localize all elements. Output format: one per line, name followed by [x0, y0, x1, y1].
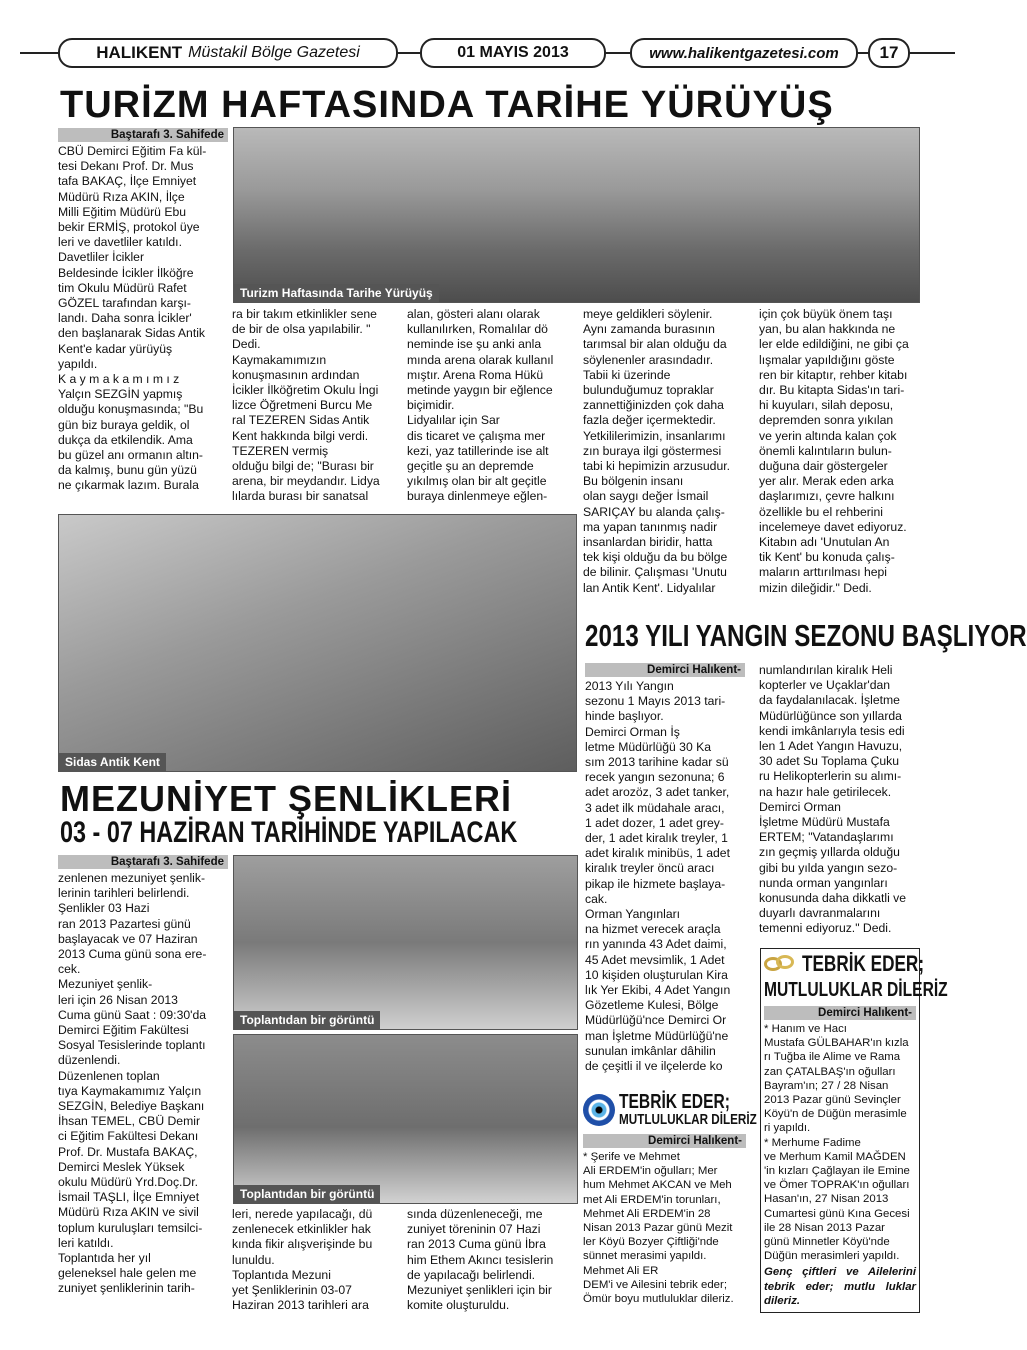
continued-tag: Baştarafı 3. Sahifede [58, 855, 228, 869]
ad2-closing: Genç çiftleri ve Ailelerini tebrik eder; mutlu luklar dileriz. [764, 1266, 916, 1307]
photo-group-walk [233, 127, 920, 303]
art1-col5: için çok büyük önem taşı yan, bu alan hakkında ne ler elde edildiğini, ne gibi ça lışmalar yapıldığını göste ren bir kitaptır, rehber kitabı dır. Bu kitapta Sidas'ın tari- hi kuyuları, silah deposu, depremden sonra yıkılan ve yerin altında kalan çok önemli kalıntıların bulun- duğuna dair göstergeler yer alır. Merak eden arka daşlarımızı, çevre halkını özellikle bu el rehberini incelemeye davet ediyoruz. Kitabın adı 'Unutulan An tik Kent' bu konuda çalış- maların arttırılması hepi mizin dileğidir." Dedi. [759, 307, 909, 595]
headline-fire-season: 2013 YILI YANGIN SEZONU BAŞLIYOR [585, 618, 1027, 653]
art2-col2: numlandırılan kiralık Heli kopterler ve Uçaklar'dan da faydalanılacak. İşletme Müdürlüğünce son yıllarda kendi imkânlarıyla tesis edi len 1 Adet Yangın Havuzu, 30 adet Su Toplama Çuku ru Helikopterlerin su alımı- na hazır hale getirilecek. Demirci Orman İşletme Müdürü Mustafa ERTEM; "Vatandaşlarımı zın geçmiş yıllarda olduğu gibi bu yılda yangın sezo- nunda orman yangınları konusunda daha dikkatli ve duyarlı davranmalarını temenni ediyoruz." Dedi. [759, 663, 907, 936]
brand-subtitle: Müstakil Bölge Gazetesi [188, 44, 360, 61]
art1-col2: ra bir takım etkinlikler sene de bir de olsa yapılabilir. " Dedi. Kaymakamımızın konuşmasının ardından İcikler İlköğretim Okulu İngi lizce Öğretmeni Burcu Me ral TEZEREN Sidas Antik Kent hakkında bilgi verdi. TEZEREN vermiş olduğu bilgi de; "Burası bir arena, bir meydandır. Lidya lılarda burası bir sanatsal [232, 307, 380, 504]
page-number-box [868, 38, 910, 68]
photo-sidas [58, 514, 577, 772]
masthead-box [58, 38, 398, 68]
site-url[interactable]: www.halikentgazetesi.com [649, 44, 839, 62]
art3-col1-wrap [58, 855, 228, 1297]
congrats-ad-2 [760, 948, 948, 1313]
art3-col1: zenlenen mezuniyet şenlik- lerinin tarihleri belirlendi. Şenlikler 03 Hazi ran 2013 Pazartesi günü başlayacak ve 07 Haziran 2013 Cuma günü sona ere- cek. Mezuniyet şenlik- leri için 26 Nisan 2013 Cuma günü Saat : 09:30'da Demirci Eğitim Fakültesi Sosyal Tesislerinde toplantı düzenlendi. Düzenlenen toplan tıya Kaymakamımız Yalçın SEZGİN, Belediye Başkanı İhsan TEMEL, CBÜ Demir ci Eğitim Fakültesi Dekanı Prof. Dr. Mustafa BAKAÇ, Demirci Meslek Yüksek okulu Müdürü Yrd.Doç.Dr. İsmail TAŞLI, İlçe Emniyet Müdürü Rıza AKIN ve sivil toplum kuruluşları temsilci- leri katıldı. Toplantıda her yıl geleneksel hale gelen me zuniyet şenliklerinin tarih- [58, 871, 207, 1296]
photo-meeting-1 [233, 855, 578, 1030]
continued-tag: Baştarafı 3. Sahifede [58, 128, 228, 142]
ad1-title1: TEBRİK EDER; [619, 1091, 730, 1113]
ad2-title-row [764, 951, 925, 976]
ad1-title2: MUTLULUKLAR DİLERİZ [619, 1111, 757, 1128]
photo-caption: Turizm Haftasında Tarihe Yürüyüş [234, 284, 439, 302]
issue-date: 01 MAYIS 2013 [457, 44, 569, 61]
site-box [630, 38, 858, 68]
ad2-title1: TEBRİK EDER; [802, 951, 925, 976]
ad2-text: * Hanım ve Hacı Mustafa GÜLBAHAR'ın kızla rı Tuğba ile Alime ve Rama zan ÇATALBAŞ'ın oğulları Bayram'ın; 27 / 28 Nisan 2013 Pazar günü Sevinçler Köyü'n de Düğün merasimle ri yapıldı. * Merhume Fadime ve Merhum Kamil MAĞDEN 'in kızları Çağlayan ile Emine ve Ömer TOPRAK'ın oğulları Hasan'ın, 27 Nisan 2013 Cumartesi günü Kına Gecesi ile 28 Nisan 2013 Pazar günü Minnetler Köyü'nde Düğün merasimleri yapıldı. [764, 1023, 910, 1263]
art1-col4: meye geldikleri söylenir. Aynı zamanda burasının tarımsal bir alan olduğu da söylenenler arasındadır. Tabii ki üzerinde bulunduğumuz topraklar zannettiğinizden çok daha fazla değer içermektedir. Yetkililerimizin, insanlarımı zın buraya ilgi göstermesi tabi ki hepimizin arzusudur. Bu bölgenin insanı olan saygı değer İsmail SARIÇAY bu alanda çalış- ma yapan tanınmış nadir insanlardan biridir, hatta tek kişi olduğu da bu bölge de bilinir. Çalışması 'Unutu lan Antik Kent'. Lidyalılar [583, 307, 730, 595]
evil-eye-icon [583, 1094, 615, 1126]
wedding-rings-icon [764, 953, 798, 975]
art3-col3: sında düzenleneceği, me zuniyet töreninin 07 Hazi ran 2013 Cuma günü İbra him Ethem Akıncı tesislerin de yapılacağı belirlendi. Mezuniyet şenlikleri için bir komite oluşturuldu. [407, 1207, 554, 1313]
byline-tag: Demirci Halıkent- [585, 663, 745, 677]
byline-tag: Demirci Halıkent- [583, 1134, 746, 1148]
art1-col1-wrap [58, 128, 228, 494]
byline-tag: Demirci Halıkent- [764, 1006, 916, 1020]
art2-col1-wrap [585, 663, 745, 1074]
page-number: 17 [879, 43, 899, 62]
ad1-text: * Şerife ve Mehmet Ali ERDEM'in oğulları; Mer hum Mehmet AKCAN ve Meh met Ali ERDEM'in torunları, Mehmet Ali ERDEM'in 28 Nisan 2013 Pazar günü Mezit ler Köyü Bozyer Çiftliği'nde sünnet merasimi yapıldı. Mehmet Ali ER DEM'i ve Ailesini tebrik eder; Ömür boyu mutluluklar dileriz. [583, 1151, 734, 1306]
brand-name: HALIKENT [96, 43, 183, 62]
art1-col3: alan, gösteri alanı olarak kullanılırken, Romalılar dö neminde ise şu anki anla mında arena olarak kullanıl mıştır. Arena Roma Hükü metinde yaygın bir eğlence biçimidir. Lidyalılar için Sar dis ticaret ve çalışma mer kezi, yaz tatillerinde ise alt geçitle şu an depremde yıkılmış olan bir alt geçitle buraya dinlenmeye eğlen- [407, 307, 554, 504]
congrats-ad-1 [583, 1091, 757, 1306]
photo-caption: Toplantıdan bir görüntü [234, 1185, 380, 1203]
art2-col1: 2013 Yılı Yangın sezonu 1 Mayıs 2013 tari- hinde başlıyor. Demirci Orman İş letme Müdürlüğü 30 Ka sım 2013 tarihine kadar sü recek yangın sezonuna; 6 adet arozöz, 3 adet tanker, 3 adet ilk müdahale aracı, 1 adet dozer, 1 adet grey- der, 1 adet kiralık treyler, 1 adet kiralık minibüs, 1 adet kiralık treyler öncü aracı pikap ile hizmete başlaya- cak. Orman Yangınları na hizmet verecek araçla rın yanında 43 Adet daimi, 45 Adet mevsimlik, 1 Adet 10 kişiden oluşturulan Kira lık Yer Ekibi, 4 Adet Yangın Gözetleme Kulesi, Bölge Müdürlüğü'nce Demirci Or man İşletme Müdürlüğü'ne sunulan imkânlar dâhilin de çeşitli il ve ilçelerde ko [585, 679, 731, 1074]
headline-tourism: TURİZM HAFTASINDA TARİHE YÜRÜYÜŞ [60, 84, 834, 126]
headline-graduation: MEZUNİYET ŞENLİKLERİ [60, 778, 513, 819]
art1-col1: CBÜ Demirci Eğitim Fa kül- tesi Dekanı Prof. Dr. Mus tafa BAKAÇ, İlçe Emniyet Müdürü Rıza AKIN, İlçe Milli Eğitim Müdürü Ebu bekir ERMİŞ, protokol üye leri ve davetliler katıldı. Davetliler İcikler Beldesinde İcikler İlköğre tim Okulu Müdürü Rafet GÖZEL tarafından karşı- landı. Daha sonra İcikler' den başlanarak Sidas Antik Kent'e kadar yürüyüş yapıldı. K a y m a k a m ı m ı z Yalçın SEZGİN yapmış olduğu konuşmasında; "Bu gün biz buraya geldik, ol dukça da etkilendik. Ama bu güzel anı ormanın altın- da kalmış, bunu gün yüzü ne çıkarmak lazım. Burala [58, 144, 207, 493]
subheadline-graduation: 03 - 07 HAZİRAN TARİHİNDE YAPILACAK [60, 816, 518, 849]
photo-meeting-2 [233, 1034, 578, 1204]
photo-caption: Toplantıdan bir görüntü [234, 1011, 380, 1029]
ad1-title-row [583, 1091, 757, 1128]
ad2-title2: MUTLULUKLAR DİLERİZ [764, 979, 948, 1001]
date-box [420, 38, 606, 68]
art3-col2: leri, nerede yapılacağı, dü zenlenecek etkinlikler hak kında fikir alışverişinde bu lunuldu. Toplantıda Mezuni yet Şenliklerinin 03-07 Haziran 2013 tarihleri ara [232, 1207, 373, 1313]
photo-caption: Sidas Antik Kent [59, 753, 166, 771]
